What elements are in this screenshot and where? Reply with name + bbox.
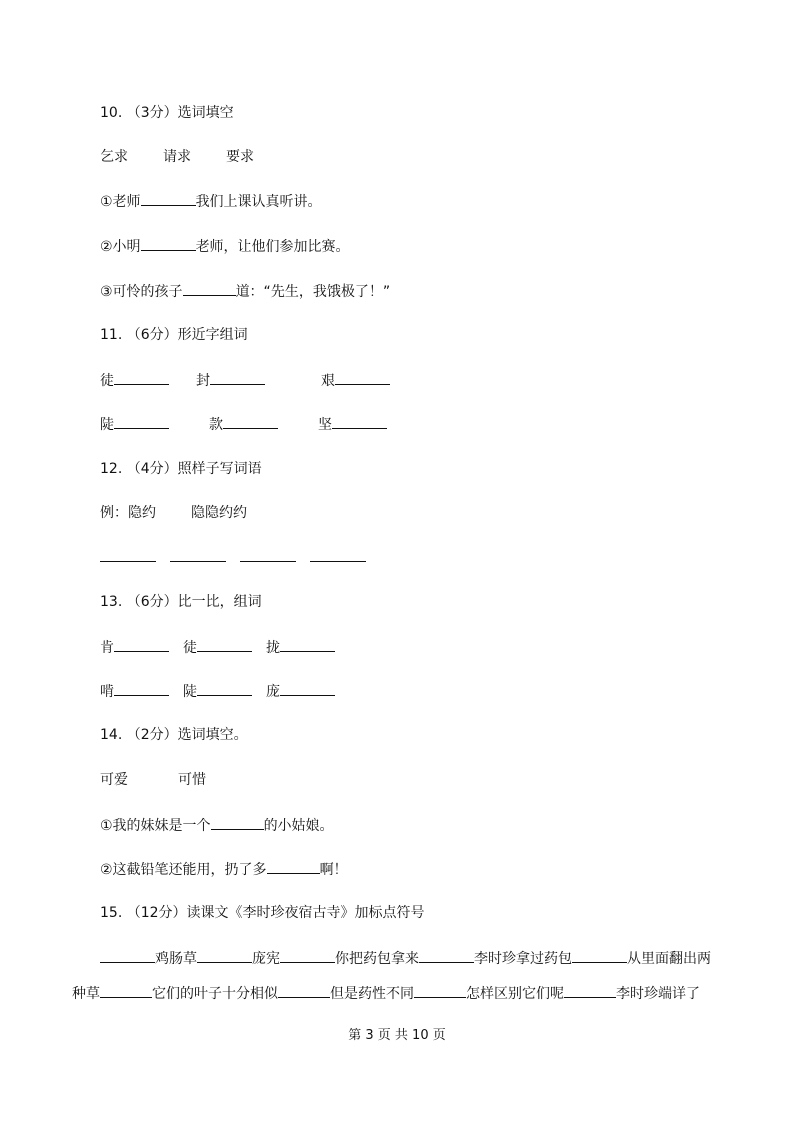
q10-item-1-prefix: ①老师: [100, 194, 141, 210]
answer-blank[interactable]: [114, 681, 169, 696]
q13-char: 拢: [266, 640, 280, 656]
q10-item-2: [100, 236, 350, 257]
q15-text: 你把药包拿来: [335, 951, 419, 967]
answer-blank[interactable]: [332, 414, 387, 429]
punctuation-blank[interactable]: [280, 948, 335, 963]
q12-blanks: [100, 547, 366, 568]
q13-char: 肯: [100, 640, 114, 656]
punctuation-blank[interactable]: [572, 948, 627, 963]
answer-blank[interactable]: [170, 547, 226, 562]
answer-blank[interactable]: [141, 236, 196, 251]
q14-item-1-prefix: ①我的妹妹是一个: [100, 818, 211, 834]
q15-text: 它们的叶子十分相似: [152, 986, 278, 1002]
q11-char: 艰: [321, 373, 335, 389]
q14-item-2-suffix: 啊！: [319, 862, 348, 878]
q15-text: 鸡肠草: [155, 951, 197, 967]
answer-blank[interactable]: [335, 370, 390, 385]
answer-blank[interactable]: [197, 637, 252, 652]
q11-char: 徒: [100, 373, 114, 389]
answer-blank[interactable]: [183, 281, 236, 296]
answer-blank[interactable]: [280, 637, 335, 652]
answer-blank[interactable]: [114, 414, 169, 429]
answer-blank[interactable]: [211, 815, 264, 830]
q12-example-answer: 隐隐约约: [191, 505, 247, 521]
answer-blank[interactable]: [141, 191, 196, 206]
q12-example-label: 例：隐约: [100, 505, 156, 521]
q10-item-2-suffix: 老师，让他们参加比赛。: [195, 239, 350, 255]
q10-option-1: 乞求: [100, 149, 128, 165]
punctuation-blank[interactable]: [278, 983, 330, 998]
q12-example: [100, 503, 247, 523]
q14-item-1-suffix: 的小姑娘。: [263, 818, 334, 834]
q13-title: 13. （6分）比一比，组词: [100, 594, 262, 610]
q11-char: 陡: [100, 417, 114, 433]
answer-blank[interactable]: [114, 370, 169, 385]
q14-options: [100, 770, 206, 790]
q10-item-3-prefix: ③可怜的孩子: [100, 284, 183, 300]
answer-blank[interactable]: [100, 547, 156, 562]
q10-options: [100, 147, 254, 167]
q14-item-2-prefix: ②这截铅笔还能用，扔了多: [100, 862, 267, 878]
q13-row-2: [100, 681, 335, 702]
q11-char: 封: [196, 373, 210, 389]
answer-blank[interactable]: [223, 414, 278, 429]
q13-char: 啃: [100, 684, 114, 700]
q14-option-1: 可爱: [100, 772, 128, 788]
answer-blank[interactable]: [240, 547, 296, 562]
answer-blank[interactable]: [267, 859, 320, 874]
answer-blank[interactable]: [114, 637, 169, 652]
q10-item-3-suffix: 道：“先生，我饿极了！”: [235, 284, 391, 300]
q11-char: 款: [209, 417, 223, 433]
q15-line-2: [72, 983, 700, 1004]
q10-item-1: [100, 191, 322, 212]
q10-option-2: 请求: [163, 149, 191, 165]
punctuation-blank[interactable]: [100, 983, 152, 998]
q15-text: 但是药性不同: [330, 986, 414, 1002]
q10-item-3: [100, 281, 390, 302]
punctuation-blank[interactable]: [564, 983, 616, 998]
q14-item-1: [100, 815, 334, 836]
q11-char: 坚: [318, 417, 332, 433]
answer-blank[interactable]: [210, 370, 265, 385]
q10-item-1-suffix: 我们上课认真听讲。: [195, 194, 322, 210]
q12-title: 12. （4分）照样子写词语: [100, 461, 262, 477]
q14-title: 14. （2分）选词填空。: [100, 727, 248, 743]
q15-text: 庞宪: [252, 951, 280, 967]
punctuation-blank[interactable]: [197, 948, 252, 963]
answer-blank[interactable]: [310, 547, 366, 562]
q13-char: 徒: [183, 640, 197, 656]
q10-title: 10. （3分）选词填空: [100, 105, 234, 121]
q15-text: 李时珍拿过药包: [474, 951, 572, 967]
answer-blank[interactable]: [280, 681, 335, 696]
punctuation-blank[interactable]: [100, 948, 155, 963]
q15-text: 怎样区别它们呢: [466, 986, 564, 1002]
q13-char: 庞: [266, 684, 280, 700]
q15-title: 15. （12分）读课文《李时珍夜宿古寺》加标点符号: [100, 905, 425, 921]
q13-char: 陡: [183, 684, 197, 700]
q15-text: 种草: [72, 986, 100, 1002]
q10-option-3: 要求: [226, 149, 254, 165]
punctuation-blank[interactable]: [414, 983, 466, 998]
q15-line-1: [100, 948, 711, 969]
page-footer: 第 3 页 共 10 页: [348, 1028, 446, 1043]
q15-text: 李时珍端详了: [616, 986, 700, 1002]
q14-item-2: [100, 859, 348, 880]
answer-blank[interactable]: [197, 681, 252, 696]
q10-item-2-prefix: ②小明: [100, 239, 141, 255]
q11-title: 11. （6分）形近字组词: [100, 327, 248, 343]
q11-row-2: [100, 414, 387, 435]
q13-row-1: [100, 637, 335, 658]
punctuation-blank[interactable]: [419, 948, 474, 963]
q15-text: 从里面翻出两: [627, 951, 711, 967]
q14-option-2: 可惜: [178, 772, 206, 788]
q11-row-1: [100, 370, 390, 391]
